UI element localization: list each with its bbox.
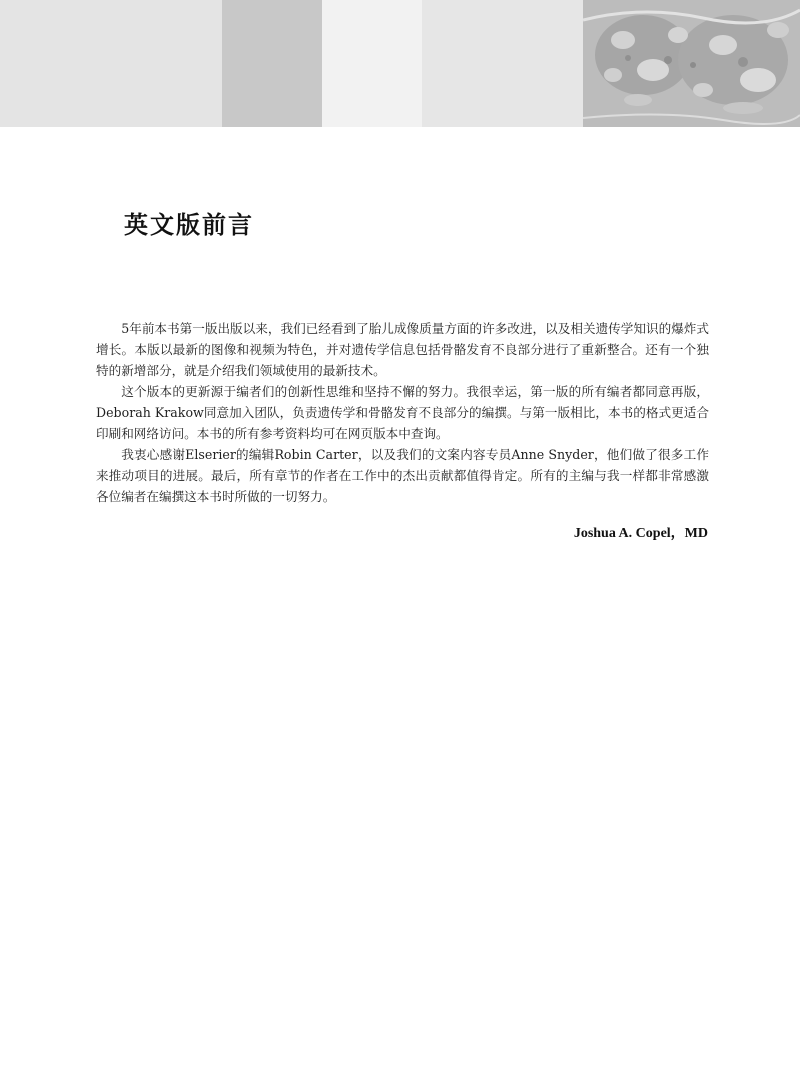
- header-block: [322, 0, 422, 127]
- paragraph: 我衷心感谢Elserier的编辑Robin Carter，以及我们的文案内容专员Anne Snyder，他们做了很多工作来推动项目的进展。最后，所有章节的作者在工作中的杰出贡献都值得肯定。所有的主编与我一样都非常感激各位编者在编撰这本书时所做的一切努力。: [96, 447, 709, 504]
- paragraph: 5年前本书第一版出版以来，我们已经看到了胎儿成像质量方面的许多改进，以及相关遗传学知识的爆炸式增长。本版以最新的图像和视频为特色，并对遗传学信息包括骨骼发育不良部分进行了重新整合。还有一个独特的新增部分，就是介绍我们领域使用的最新技术。: [96, 321, 709, 378]
- header-block: [422, 0, 583, 127]
- header-block: [0, 0, 222, 127]
- header-block: [222, 0, 322, 127]
- ultrasound-graphic: [583, 0, 800, 127]
- preface-body: [96, 318, 709, 507]
- header-band: [0, 0, 800, 127]
- paragraph: 这个版本的更新源于编者们的创新性思维和坚持不懈的努力。我很幸运，第一版的所有编者都同意再版，Deborah Krakow同意加入团队，负责遗传学和骨骼发育不良部分的编撰。与第一版相比，本书的格式更适合印刷和网络访问。本书的所有参考资料均可在网页版本中查询。: [96, 384, 709, 441]
- ultrasound-image: [583, 0, 800, 127]
- author-signature: Joshua A. Copel，MD: [573, 526, 708, 541]
- page-title: 英文版前言: [124, 211, 254, 239]
